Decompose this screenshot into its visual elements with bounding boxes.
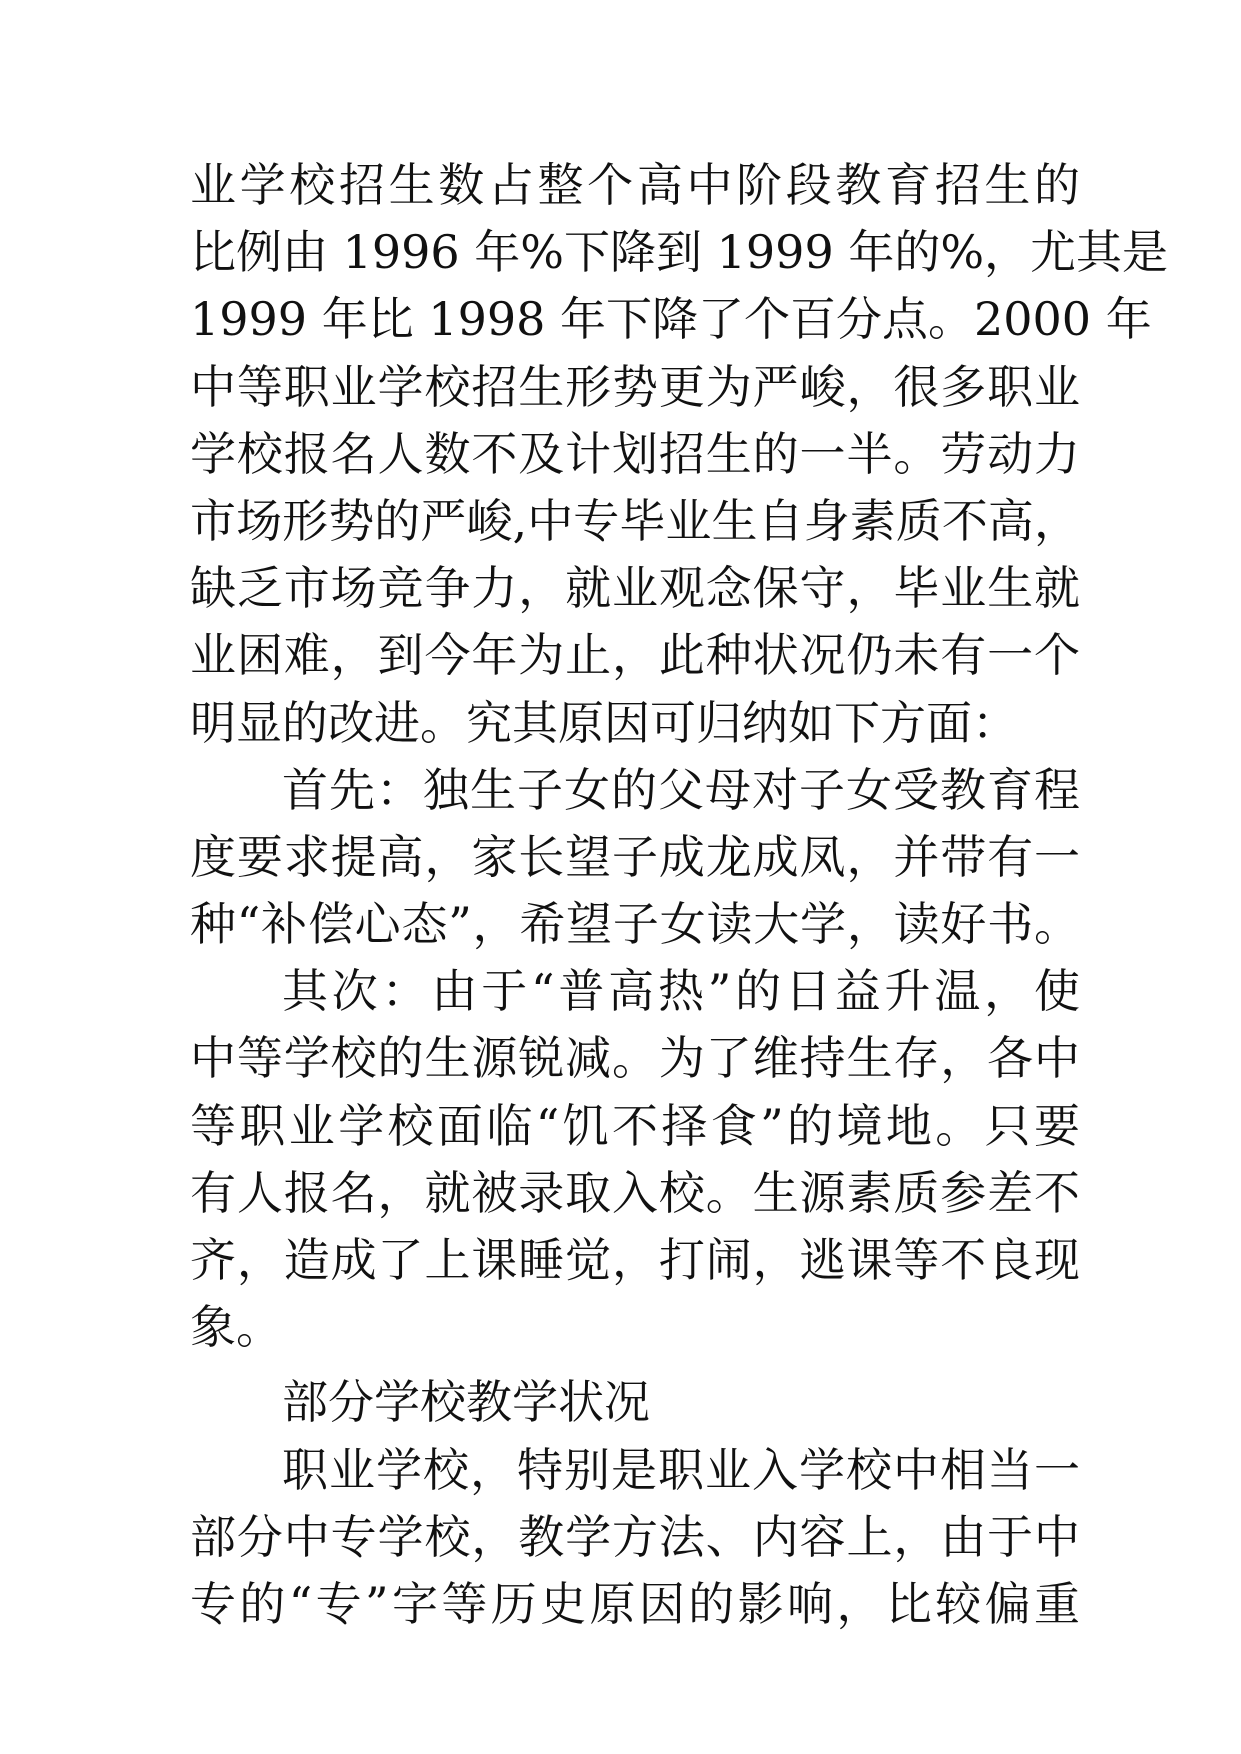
- text-line: 明显的改进。究其原因可归纳如下方面：: [190, 695, 1018, 750]
- text-line: 缺乏市场竞争力，就业观念保守，毕业生就: [190, 561, 1080, 616]
- text-line: 业学校招生数占整个高中阶段教育招生的: [190, 158, 1080, 212]
- text-line: 1999 年比 1998 年下降了个百分点。2000 年: [190, 292, 1152, 347]
- text-line: 业困难，到今年为止，此种状况仍未有一个: [190, 628, 1080, 683]
- paragraph-first-line: 其次：由于“普高热”的日益升温，使: [282, 964, 1080, 1019]
- text-line: 种“补偿心态”，希望子女读大学，读好书。: [190, 897, 1080, 952]
- text-line: 市场形势的严峻,中专毕业生自身素质不高，: [190, 493, 1080, 548]
- text-line: 专的“专”字等历史原因的影响，比较偏重: [190, 1576, 1080, 1631]
- text-line: 等职业学校面临“饥不择食”的境地。只要: [190, 1098, 1080, 1153]
- text-line: 中等职业学校招生形势更为严峻，很多职业: [190, 359, 1080, 414]
- text-line: 比例由 1996 年%下降到 1999 年的%，尤其是: [190, 225, 1169, 280]
- body-text: [190, 152, 1169, 1638]
- text-line: 有人报名，就被录取入校。生源素质参差不: [190, 1165, 1080, 1220]
- paragraph-first-line: 首先：独生子女的父母对子女受教育程: [282, 762, 1080, 817]
- text-line: 学校报名人数不及计划招生的一半。劳动力: [190, 426, 1080, 481]
- text-line: 部分中专学校，教学方法、内容上，由于中: [190, 1509, 1080, 1564]
- section-heading: 部分学校教学状况: [282, 1375, 650, 1430]
- text-line: 中等学校的生源锐减。为了维持生存，各中: [190, 1031, 1080, 1086]
- text-line: 象。: [190, 1300, 282, 1355]
- text-line: 齐，造成了上课睡觉，打闹，逃课等不良现: [190, 1233, 1080, 1287]
- paragraph-first-line: 职业学校，特别是职业入学校中相当一: [282, 1442, 1080, 1497]
- text-line: 度要求提高，家长望子成龙成凤，并带有一: [190, 829, 1080, 884]
